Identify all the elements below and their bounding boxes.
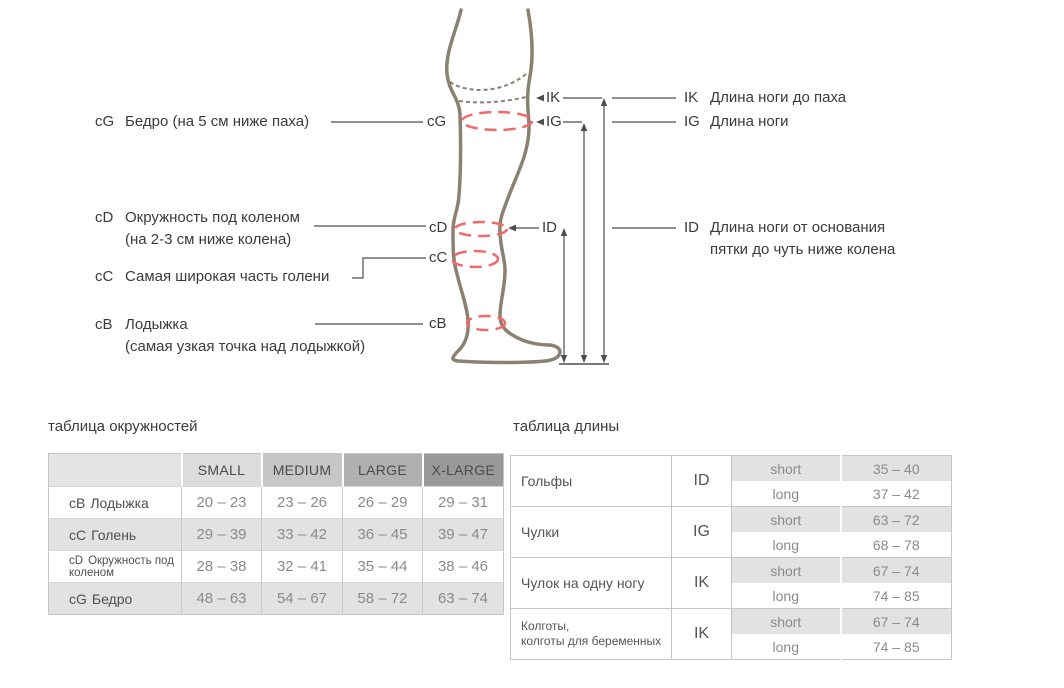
label-id-code: ID	[684, 219, 699, 236]
label-cd-text: Окружность под коленом	[125, 209, 300, 226]
cell-value: 63 – 74	[423, 583, 504, 615]
column-small: SMALL	[182, 454, 262, 487]
label-cc-calf	[95, 266, 329, 288]
variant-long: long	[732, 634, 841, 660]
corner-cell	[49, 454, 182, 487]
label-cd-code: cD	[95, 209, 114, 226]
cell-value: 36 – 45	[343, 519, 423, 551]
label-cg-thigh	[95, 111, 309, 133]
column-xlarge: X-LARGE	[423, 454, 504, 487]
cell-value: 26 – 29	[343, 487, 423, 519]
variant-short: short	[732, 507, 841, 533]
arrowheads	[508, 95, 607, 363]
length-table	[510, 455, 952, 660]
leg-marker-ik: IK	[546, 89, 561, 106]
circumference-table-title: таблица окружностей	[48, 418, 198, 435]
product-golfy: Гольфы	[511, 456, 672, 507]
row-label-cb: cB Лодыжка	[49, 487, 182, 519]
leg-marker-cb: cB	[429, 315, 447, 332]
label-cc-text: Самая широкая часть голени	[125, 268, 330, 285]
label-id-text: Длина ноги от основания	[710, 219, 886, 236]
circumference-table	[48, 453, 504, 615]
range-value: 35 – 40	[841, 456, 952, 482]
table-row-kolgoty-short	[511, 609, 952, 635]
leg-marker-ig: IG	[546, 113, 562, 130]
measure-code: IK	[672, 558, 732, 609]
table-row-cb	[49, 487, 504, 519]
range-value: 74 – 85	[872, 587, 920, 604]
cell-value: 39 – 47	[423, 519, 504, 551]
leg-marker-cd: cD	[429, 219, 448, 236]
range-value: 74 – 85	[872, 638, 920, 655]
cell-value: 33 – 42	[262, 519, 343, 551]
label-ik-text: Длина ноги до паха	[710, 89, 847, 106]
cg-ellipse	[462, 112, 532, 130]
cell-value: 35 – 44	[343, 551, 423, 583]
cell-value: 54 – 67	[262, 583, 343, 615]
label-cb-text2: (самая узкая точка над лодыжкой)	[125, 338, 366, 355]
label-cb-code: cB	[95, 316, 113, 333]
leg-marker-cc: cC	[429, 249, 448, 266]
cell-value: 38 – 46	[423, 551, 504, 583]
length-table-title: таблица длины	[513, 418, 620, 435]
label-cc-code: cC	[95, 268, 114, 285]
cell-value: 28 – 38	[182, 551, 262, 583]
circumference-header-row	[49, 454, 504, 487]
label-cb-text: Лодыжка	[125, 316, 188, 333]
variant-long: long	[732, 481, 841, 507]
table-row-cc	[49, 519, 504, 551]
variant-long: long	[732, 532, 841, 558]
label-cd-below-knee	[95, 207, 300, 251]
label-id-heel-to-knee	[684, 217, 895, 261]
cell-value: 29 – 39	[182, 519, 262, 551]
measure-code: IG	[672, 507, 732, 558]
cell-value: 32 – 41	[262, 551, 343, 583]
column-medium: MEDIUM	[262, 454, 343, 487]
cell-value: 29 – 31	[423, 487, 504, 519]
table-row-cd	[49, 551, 504, 583]
variant-short: short	[732, 456, 841, 482]
leg-outline	[447, 10, 560, 363]
variant-short: short	[732, 609, 841, 635]
row-label-cc: cC Голень	[49, 519, 182, 551]
row-label-cg: cG Бедро	[49, 583, 182, 615]
table-row-chulok-short	[511, 558, 952, 584]
measure-code: ID	[672, 456, 732, 507]
range-value: 37 – 42	[872, 485, 920, 502]
range-value: 63 – 72	[841, 507, 952, 533]
product-chulok-one-leg: Чулок на одну ногу	[511, 558, 672, 609]
groin-dashed-lines	[450, 74, 526, 102]
label-cb-ankle	[95, 314, 365, 358]
measure-code: IK	[672, 609, 732, 660]
leg-marker-cg: cG	[427, 113, 447, 130]
label-ik-leg-length-groin	[684, 87, 846, 109]
range-value: 67 – 74	[841, 609, 952, 635]
product-kolgoty: Колготы, колготы для беременных	[511, 609, 672, 660]
label-ig-code: IG	[684, 113, 700, 130]
measurement-lines	[314, 98, 676, 364]
cb-ellipse	[467, 316, 505, 330]
leg-marker-id: ID	[542, 219, 557, 236]
row-label-cd: cD Окружность под коленом	[49, 551, 182, 583]
variant-short: short	[732, 558, 841, 584]
label-cd-text2: (на 2-3 см ниже колена)	[125, 231, 292, 248]
cell-value: 20 – 23	[182, 487, 262, 519]
label-ig-leg-length	[684, 111, 789, 133]
label-id-text2: пятки до чуть ниже колена	[710, 241, 896, 258]
cell-value: 58 – 72	[343, 583, 423, 615]
label-ig-text: Длина ноги	[710, 113, 789, 130]
variant-long: long	[732, 583, 841, 609]
range-value: 68 – 78	[872, 536, 920, 553]
label-cg-text: Бедро (на 5 см ниже паха)	[125, 113, 310, 130]
table-row-golfy-short	[511, 456, 952, 482]
table-row-cg	[49, 583, 504, 615]
cell-value: 23 – 26	[262, 487, 343, 519]
label-cg-code: cG	[95, 113, 115, 130]
range-value: 67 – 74	[841, 558, 952, 584]
label-ik-code: IK	[684, 89, 699, 106]
cc-ellipse	[452, 251, 498, 267]
cell-value: 48 – 63	[182, 583, 262, 615]
column-large: LARGE	[343, 454, 423, 487]
table-row-chulki-short	[511, 507, 952, 533]
product-chulki: Чулки	[511, 507, 672, 558]
